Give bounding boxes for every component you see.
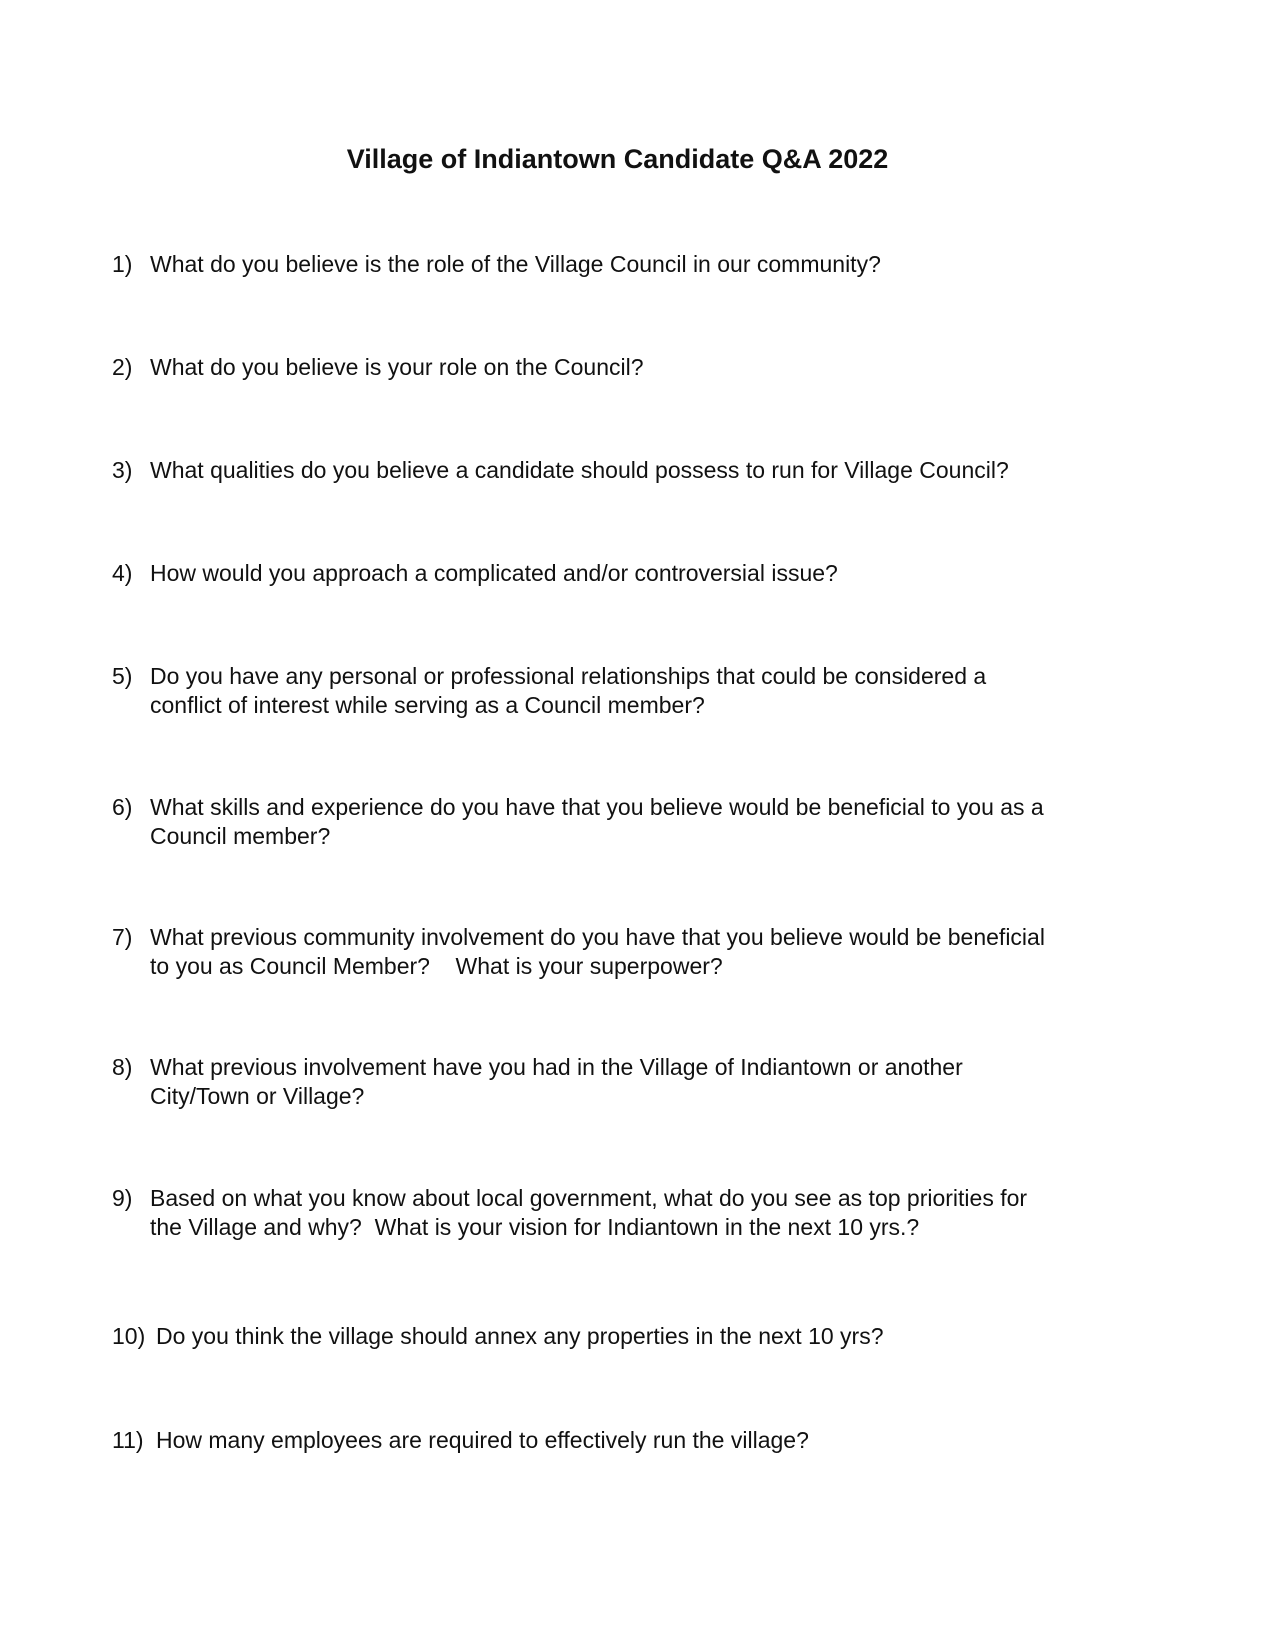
question-text-line: What previous involvement have you had in the Village of Indiantown or another — [150, 1054, 963, 1080]
question-text-line: What do you believe is the role of the Village Council in our community? — [150, 251, 881, 277]
question-number: 3) — [112, 457, 133, 483]
question-text-line: Do you think the village should annex any properties in the next 10 yrs? — [156, 1323, 884, 1349]
question-text-line: the Village and why? What is your vision for Indiantown in the next 10 yrs.? — [150, 1214, 920, 1240]
question-number: 4) — [112, 560, 133, 586]
question-item — [112, 923, 1132, 981]
question-text-line: Based on what you know about local government, what do you see as top priorities for — [150, 1185, 1028, 1211]
question-text-line: What skills and experience do you have that you believe would be beneficial to you as a — [150, 794, 1044, 820]
question-item — [112, 456, 1132, 485]
page-title: Village of Indiantown Candidate Q&A 2022 — [346, 144, 889, 174]
question-item — [112, 793, 1132, 851]
question-text-line: What previous community involvement do you have that you believe would be beneficial — [150, 924, 1045, 950]
question-item — [112, 1053, 1132, 1111]
question-text-line: Council member? — [150, 823, 331, 849]
question-text-line: What qualities do you believe a candidate should possess to run for Village Council? — [150, 457, 1009, 483]
question-number: 1) — [112, 251, 133, 277]
question-text-line: City/Town or Village? — [150, 1083, 365, 1109]
question-item — [112, 353, 1132, 382]
question-number: 7) — [112, 924, 133, 950]
question-number: 6) — [112, 794, 133, 820]
question-number: 2) — [112, 354, 133, 380]
question-item — [112, 662, 1132, 720]
question-text-line: conflict of interest while serving as a Council member? — [150, 692, 705, 718]
question-text-line: How would you approach a complicated and/or controversial issue? — [150, 560, 838, 586]
question-number: 10) — [112, 1323, 146, 1349]
question-item — [112, 559, 1132, 588]
question-item — [112, 1184, 1132, 1242]
question-item — [112, 1426, 1132, 1455]
question-number: 11) — [112, 1427, 144, 1453]
question-text-line: to you as Council Member? What is your superpower? — [150, 953, 723, 979]
question-number: 8) — [112, 1054, 133, 1080]
question-text-line: Do you have any personal or professional relationships that could be considered a — [150, 663, 987, 689]
question-item — [112, 1322, 1132, 1351]
question-text-line: How many employees are required to effectively run the village? — [156, 1427, 809, 1453]
question-item — [112, 250, 1132, 279]
question-text-line: What do you believe is your role on the Council? — [150, 354, 644, 380]
question-number: 9) — [112, 1185, 133, 1211]
question-number: 5) — [112, 663, 133, 689]
